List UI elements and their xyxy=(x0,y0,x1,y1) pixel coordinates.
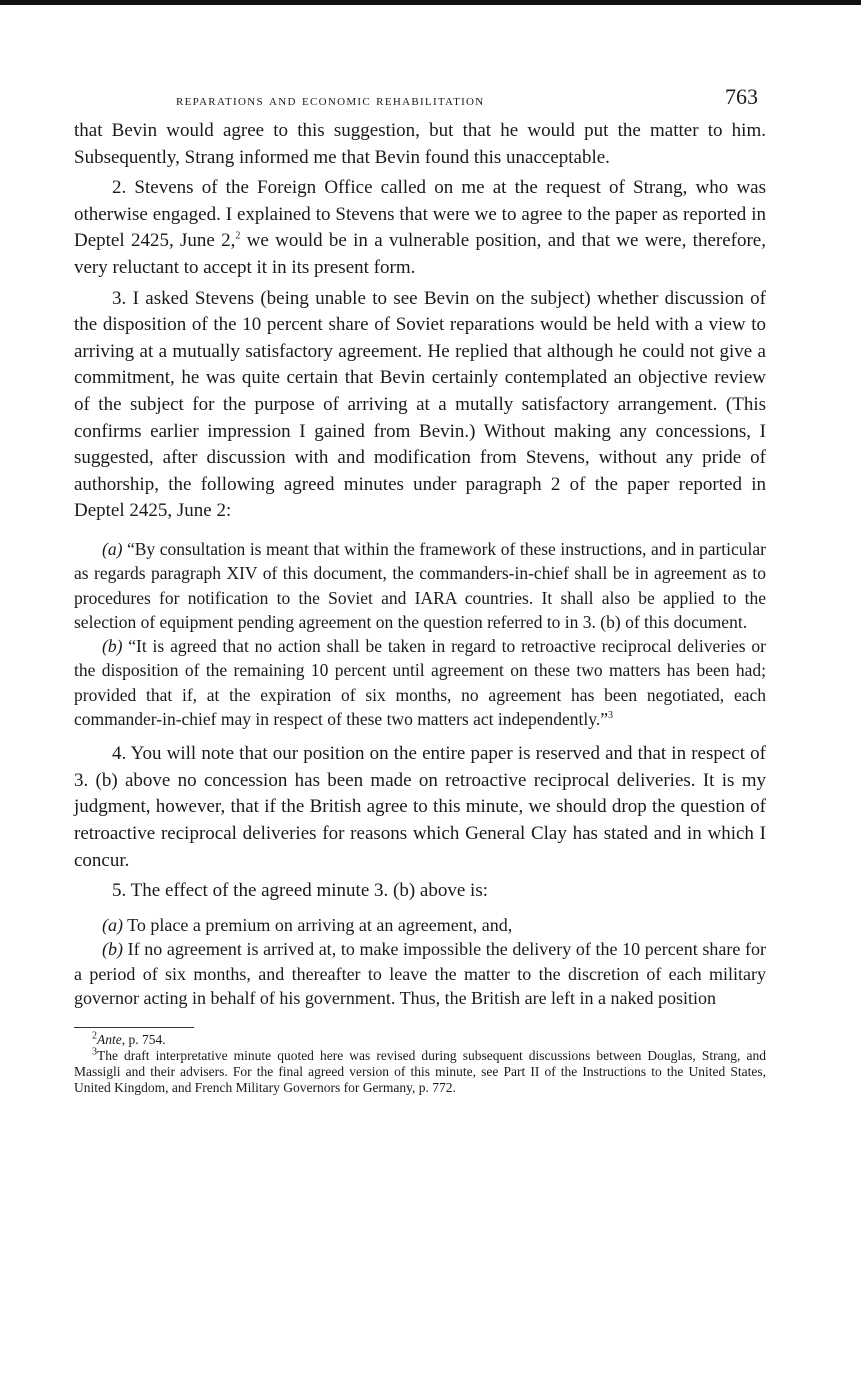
page-number: 763 xyxy=(725,84,758,109)
footnote-divider xyxy=(74,1027,194,1028)
footnote-2-ref: Ante xyxy=(97,1031,122,1047)
footnote-ref-2: 2 xyxy=(235,231,241,243)
paragraph-5 xyxy=(74,878,766,905)
quote-item-a-label: (a) xyxy=(102,538,123,559)
sub-item-a-label: (a) xyxy=(102,914,123,935)
quote-item-b-text: “It is agreed that no action shall be taken in regard to retroactive reciprocal deliveries or the disposition of the remaining 10 percent until agreement on these two matters has been had; provided that if, at the expiration of six months, no agreement has been negotiated, each commander-in-chief may in respect of these two matters act independently.” xyxy=(74,636,766,729)
sub-item-b-text: If no agreement is arrived at, to make impossible the delivery of the 10 percent share for a period of six months, and thereafter to leave the matter to the discretion of each military governor acting in behalf of his government. Thus, the British are left in a naked position xyxy=(74,939,766,1009)
paragraph-2-text: 2. Stevens of the Foreign Office called on me at the request of Strang, who was otherwise engaged. I explained to Stevens that were we to agree to the paper as reported in Deptel 2425, June 2, xyxy=(74,177,766,252)
effect-sub-items xyxy=(74,913,766,1011)
sub-item-a-text: To place a premium on arriving at an agreement, and, xyxy=(123,914,513,935)
quote-item-a-text: “By consultation is meant that within the framework of these instructions, and in particular as regards paragraph XIV of this document, the commanders-in-chief shall be in agreement as to procedures for notification to the Soviet and IARA countries. It shall also be applied to the selection of equipment pending agreement on the question referred to in 3. (b) of this document. xyxy=(74,538,766,632)
agreed-minutes-quote xyxy=(74,537,766,731)
quote-item-a xyxy=(74,537,766,634)
footnote-3-mark: 3 xyxy=(92,1046,97,1058)
top-border-rule xyxy=(0,0,861,5)
document-page xyxy=(74,84,766,1096)
paragraph-continued xyxy=(74,118,766,171)
running-head: reparations and economic rehabilitation xyxy=(176,92,485,109)
footnote-3 xyxy=(74,1048,766,1096)
paragraph-4 xyxy=(74,741,766,874)
footnote-2-mark: 2 xyxy=(92,1030,97,1042)
quote-item-b-label: (b) xyxy=(102,636,123,657)
page-header xyxy=(74,84,766,118)
sub-item-b xyxy=(74,937,766,1011)
quote-item-b xyxy=(74,634,766,731)
paragraph-2-rest: we would be in a vulnerable position, and that we were, therefore, very reluctant to accept it in its present form. xyxy=(74,230,766,278)
footnote-2-text: , p. 754. xyxy=(121,1031,166,1047)
paragraph-5-text: 5. The effect of the agreed minute 3. (b) above is: xyxy=(112,880,488,902)
body-text xyxy=(74,118,766,525)
sub-item-b-label: (b) xyxy=(102,939,123,960)
footnotes xyxy=(74,1032,766,1096)
footnote-2 xyxy=(74,1032,766,1048)
footnote-ref-3: 3 xyxy=(608,710,613,722)
paragraph-continued-text: that Bevin would agree to this suggestion, but that he would put the matter to him. Subsequently, Strang informed me that Bevin found this unacceptable. xyxy=(74,120,766,168)
footnote-3-text: The draft interpretative minute quoted here was revised during subsequent discussions between Douglas, Strang, and Massigli and their advisers. For the final agreed version of this minute, see Part II of the Instructions to the United States, United Kingdom, and French Military Governors for Germany, p. 772. xyxy=(74,1047,766,1095)
paragraph-3-text: 3. I asked Stevens (being unable to see Bevin on the subject) whether discussion of the disposition of the 10 percent share of Soviet reparations would be held with a view to arriving at a mutually satisfactory agreement. He replied that although he could not give a commitment, he was quite certain that Bevin certainly contemplated an objective review of the subject for the purpose of arriving at a mutally satisfactory arrangement. (This confirms earlier impression I gained from Bevin.) Without making any concessions, I suggested, after discussion with and modification from Stevens, without any pride of authorship, the following agreed minutes under paragraph 2 of the paper reported in Deptel 2425, June 2: xyxy=(74,287,766,522)
paragraph-4-text: 4. You will note that our position on the entire paper is reserved and that in respect of 3. (b) above no concession has been made on retroactive reciprocal deliveries. It is my judgment, however, that if the British agree to this minute, we should drop the question of retroactive reciprocal deliveries for reasons which General Clay has stated and in which I concur. xyxy=(74,743,766,871)
body-text-continued xyxy=(74,741,766,905)
paragraph-3 xyxy=(74,286,766,525)
paragraph-2 xyxy=(74,175,766,281)
sub-item-a xyxy=(74,913,766,938)
